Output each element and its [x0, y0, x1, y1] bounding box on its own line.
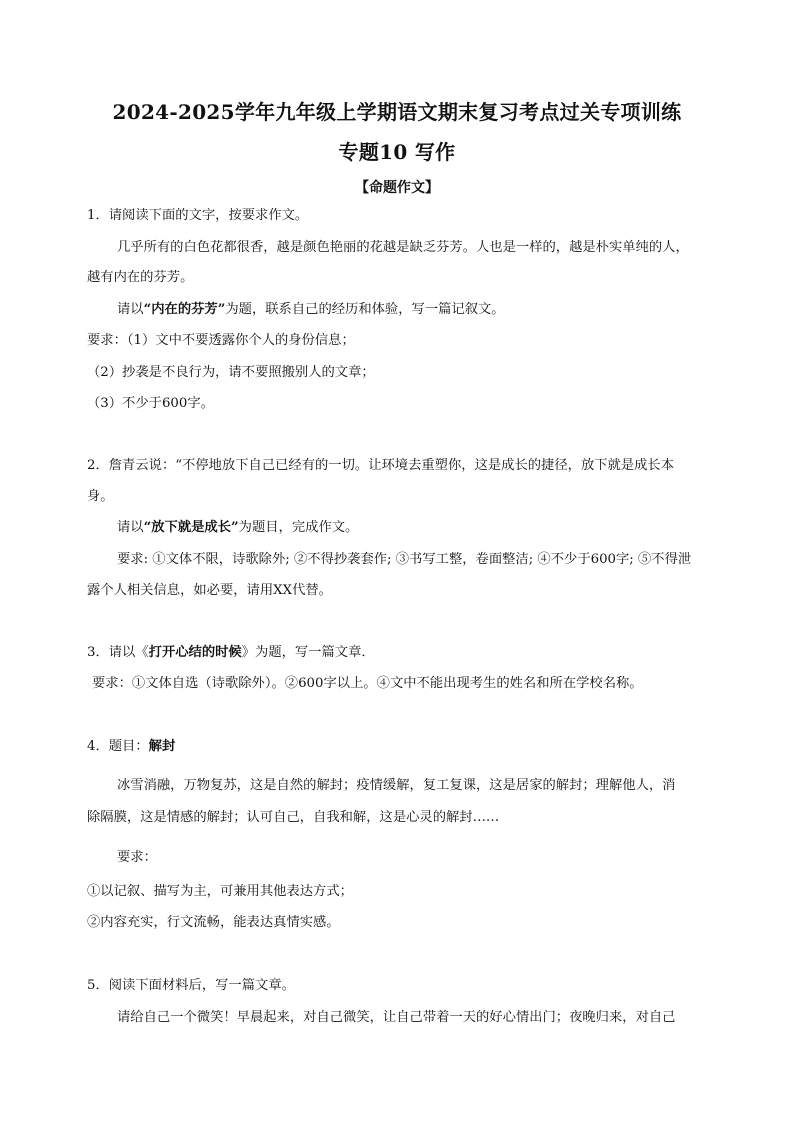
section-heading: 【命题作文】 — [355, 180, 439, 196]
q4-essay-title: 解封 — [148, 739, 176, 754]
q1-paragraph-line-1: 几乎所有的白色花都很香，越是颜色艳丽的花越是缺乏芬芳。人也是一样的，越是朴实单纯的人， — [117, 240, 689, 255]
q3-essay-title: 打开心结的时候 — [148, 645, 242, 660]
q1-essay-title: “内在的芬芳” — [143, 302, 226, 317]
q4-stem-pre: 4．题目： — [87, 739, 149, 754]
q1-requirement-3: （3）不少于600字。 — [87, 396, 214, 411]
q3-stem-pre: 3．请以《 — [87, 645, 149, 660]
q2-requirement-line-2: 露个人相关信息，如必要，请用XX代替。 — [87, 583, 332, 598]
document-title: 2024-2025学年九年级上学期语文期末复习考点过关专项训练 — [112, 100, 682, 124]
q2-instruction-pre: 请以 — [117, 520, 144, 535]
q1-instruction — [117, 303, 505, 316]
q1-instruction-pre: 请以 — [117, 302, 144, 317]
q1-requirement-1: 要求：（1）文中不要透露你个人的身份信息； — [87, 333, 355, 348]
q1-instruction-post: 为题，联系自己的经历和体验，写一篇记叙文。 — [225, 302, 505, 317]
q3-requirement: 要求：①文体自选（诗歌除外）。②600字以上。④文中不能出现考生的姓名和所在学校名称。 — [92, 676, 643, 691]
q5-paragraph-line-1: 请给自己一个微笑！早晨起来，对自己微笑，让自己带着一天的好心情出门；夜晚归来，对自己 — [117, 1010, 676, 1025]
q2-stem-line-1: 2．詹青云说：“不停地放下自己已经有的一切。让环境去重塑你，这是成长的捷径，放下就是成长本 — [87, 458, 675, 473]
q4-requirement-2: ②内容充实，行文流畅，能表达真情实感。 — [87, 915, 340, 930]
topic-heading: 专题10 写作 — [338, 140, 456, 164]
q2-stem-line-2: 身。 — [87, 489, 114, 504]
q3-stem — [87, 646, 375, 659]
q4-paragraph-line-2: 除隔膜，这是情感的解封；认可自己，自我和解，这是心灵的解封…… — [87, 810, 500, 825]
q3-stem-post: 》为题，写一篇文章． — [241, 645, 375, 660]
q1-requirement-2: （2）抄袭是不良行为，请不要照搬别人的文章； — [87, 365, 375, 380]
q4-paragraph-line-1: 冰雪消融，万物复苏，这是自然的解封；疫情缓解，复工复课，这是居家的解封；理解他人，消 — [117, 778, 676, 793]
q4-requirement-label: 要求： — [117, 850, 157, 865]
q2-essay-title: “放下就是成长” — [143, 520, 239, 535]
q2-requirement-line-1: 要求: ①文体不限，诗歌除外; ②不得抄袭套作; ③书写工整，卷面整洁; ④不少于600字; ⑤不得泄 — [117, 552, 692, 567]
q1-stem: 1．请阅读下面的文字，按要求作文。 — [87, 208, 309, 223]
q5-stem: 5．阅读下面材料后，写一篇文章。 — [87, 978, 295, 993]
q2-instruction — [117, 521, 358, 534]
q4-stem — [87, 740, 175, 753]
q1-paragraph-line-2: 越有内在的芬芳。 — [87, 270, 194, 285]
q2-instruction-post: 为题目，完成作文。 — [238, 520, 359, 535]
q4-requirement-1: ①以记叙、描写为主，可兼用其他表达方式； — [87, 884, 353, 899]
